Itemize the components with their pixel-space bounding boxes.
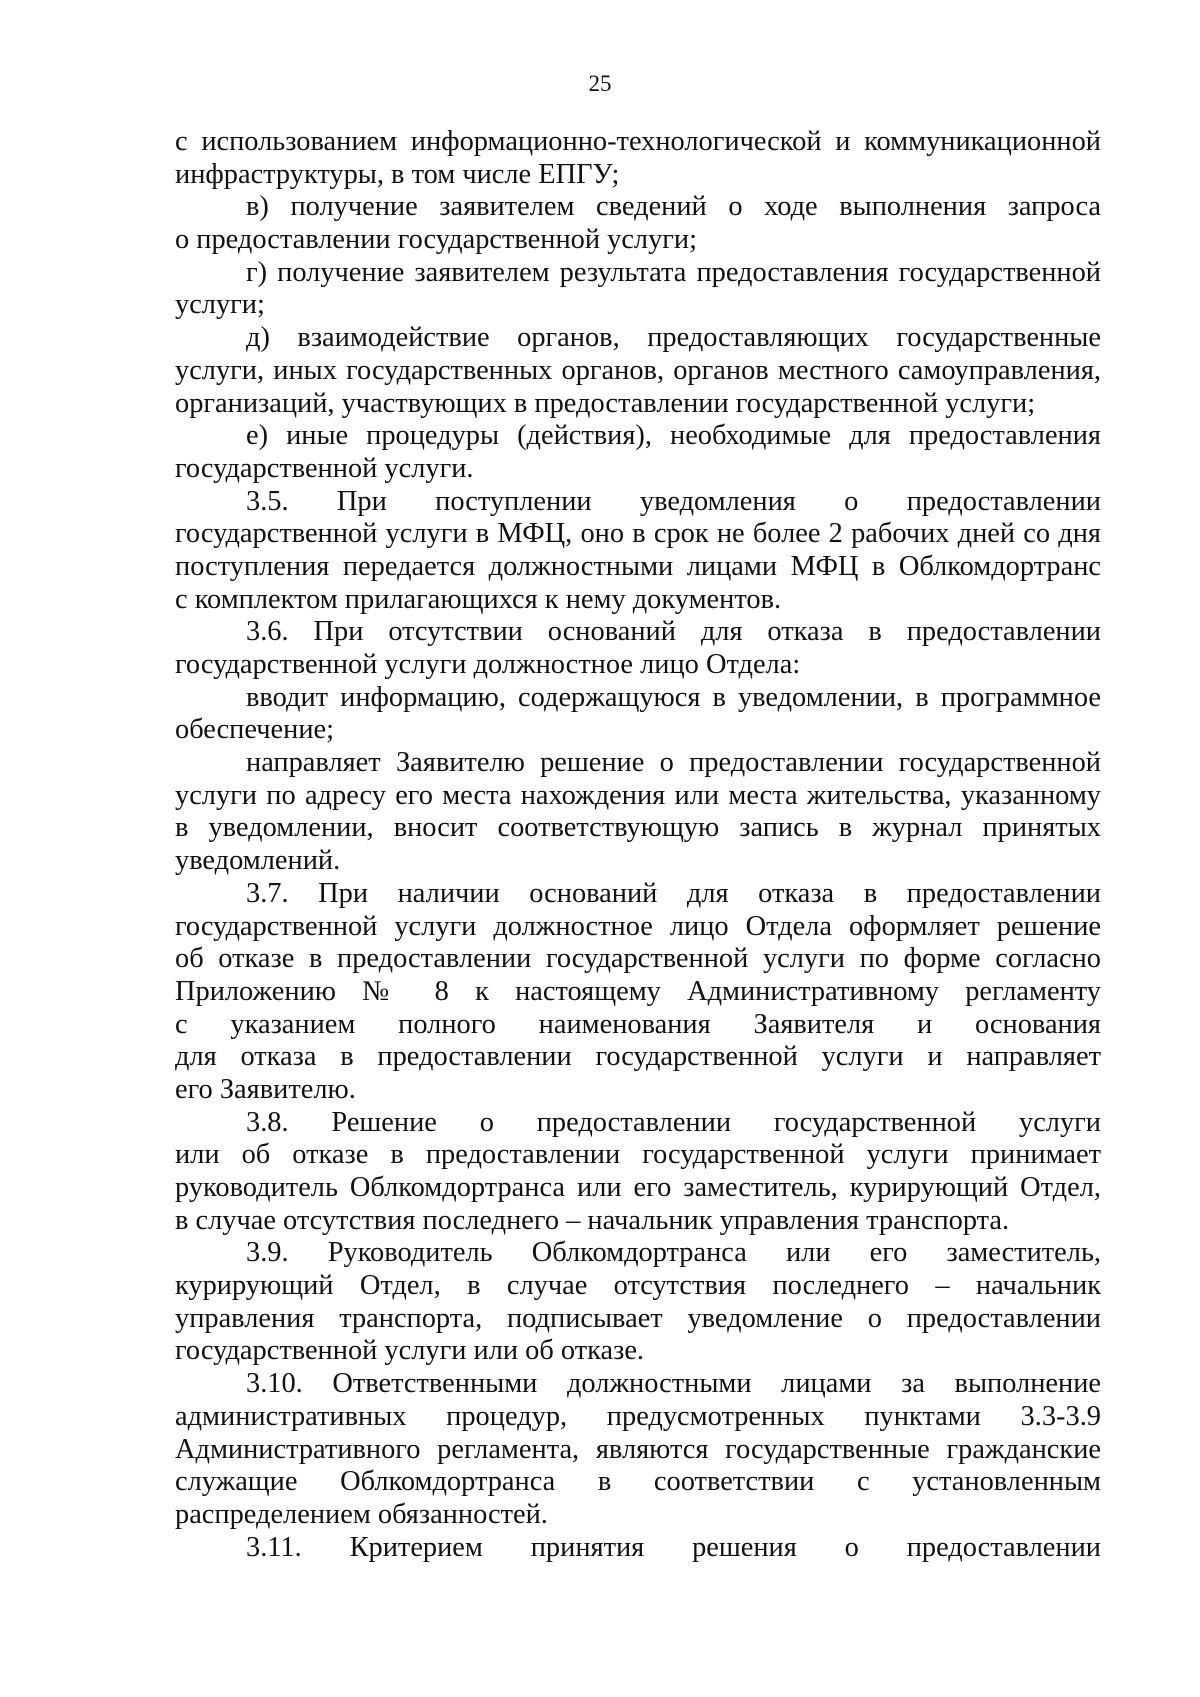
paragraph	[175, 257, 1101, 322]
text-line: обеспечение;	[175, 714, 335, 746]
text-line: услуги, иных государственных органов, органов местного самоуправления,	[175, 354, 1101, 386]
paragraph	[175, 126, 1101, 191]
text-line: в случае отсутствия последнего – начальник управления транспорта.	[175, 1204, 1010, 1236]
text-line: руководитель Облкомдортранса или его заместитель, курирующий Отдел,	[175, 1172, 1101, 1203]
text-line: государственной услуги или об отказе.	[175, 1335, 645, 1367]
text-line: 3.10. Ответственными должностными лицами за выполнение	[246, 1368, 1101, 1400]
text-line: услуги;	[175, 289, 265, 321]
text-line: инфраструктуры, в том числе ЕПГУ;	[175, 158, 620, 190]
paragraph-3-8	[175, 1107, 1101, 1238]
text-line: услуги по адресу его места нахождения или места жительства, указанному	[175, 779, 1101, 811]
text-line: 3.8. Решение о предоставлении государственной услуги	[246, 1106, 1101, 1138]
text-line: государственной услуги должностное лицо Отдела оформляет решение	[175, 910, 1101, 942]
text-line: с использованием информационно-технологической и коммуникационной	[175, 126, 1101, 157]
text-line: государственной услуги должностное лицо Отдела:	[175, 649, 801, 680]
text-line: для отказа в предоставлении государственной услуги и направляет	[175, 1041, 1101, 1073]
paragraph	[175, 420, 1101, 485]
text-line: 3.9. Руководитель Облкомдортранса или его заместитель,	[246, 1237, 1101, 1269]
paragraph	[175, 747, 1101, 878]
text-line: административных процедур, предусмотренных пунктами 3.3-3.9	[175, 1400, 1101, 1432]
text-line: 3.6. При отсутствии оснований для отказа в предоставлении	[246, 616, 1101, 648]
text-line: служащие Облкомдортранса в соответствии с установленным	[175, 1466, 1101, 1498]
text-line: 3.7. При наличии оснований для отказа в предоставлении	[246, 877, 1101, 909]
paragraph-3-5	[175, 486, 1101, 617]
text-line: государственной услуги в МФЦ, оно в срок не более 2 рабочих дней со дня	[175, 518, 1101, 550]
text-line: г) получение заявителем результата предоставления государственной	[246, 256, 1101, 288]
text-line: 3.5. При поступлении уведомления о предоставлении	[246, 485, 1101, 517]
text-line: распределением обязанностей.	[175, 1498, 548, 1530]
text-line: о предоставлении государственной услуги;	[175, 224, 698, 256]
text-line: д) взаимодействие органов, предоставляющих государственные	[246, 322, 1101, 354]
text-line: е) иные процедуры (действия), необходимые для предоставления	[246, 420, 1101, 452]
text-line: его Заявителю.	[175, 1073, 356, 1105]
text-line: вводит информацию, содержащуюся в уведомлении, в программное	[246, 681, 1101, 713]
text-line: в уведомлении, вносит соответствующую запись в журнал принятых	[175, 812, 1101, 844]
text-line: Административного регламента, являются государственные гражданские	[175, 1433, 1101, 1465]
paragraph	[175, 682, 1101, 747]
paragraph-3-6	[175, 616, 1101, 681]
document-body	[175, 126, 1101, 1564]
text-line: организаций, участвующих в предоставлении государственной услуги;	[175, 387, 1036, 419]
text-line: или об отказе в предоставлении государственной услуги принимает	[175, 1139, 1101, 1171]
paragraph	[175, 322, 1101, 420]
text-line: уведомлений.	[175, 845, 341, 877]
text-line: 3.11. Критерием принятия решения о предоставлении	[246, 1531, 1101, 1563]
paragraph-3-10	[175, 1368, 1101, 1531]
text-line: об отказе в предоставлении государственной услуги по форме согласно	[175, 943, 1101, 975]
text-line: курирующий Отдел, в случае отсутствия последнего – начальник	[175, 1270, 1101, 1302]
text-line: с указанием полного наименования Заявителя и основания	[175, 1008, 1101, 1040]
text-line: в) получение заявителем сведений о ходе выполнения запроса	[246, 191, 1101, 223]
text-line: с комплектом прилагающихся к нему документов.	[175, 583, 782, 615]
paragraph-3-11	[175, 1532, 1101, 1565]
text-line: управления транспорта, подписывает уведомление о предоставлении	[175, 1302, 1101, 1334]
text-line: Приложению № 8 к настоящему Административному регламенту	[175, 975, 1101, 1007]
text-line: поступления передается должностными лицами МФЦ в Облкомдортранс	[175, 550, 1101, 582]
paragraph	[175, 191, 1101, 256]
paragraph-3-9	[175, 1237, 1101, 1368]
paragraph-3-7	[175, 878, 1101, 1107]
text-line: направляет Заявителю решение о предоставлении государственной	[246, 747, 1101, 779]
text-line: государственной услуги.	[175, 452, 474, 484]
page-number: 25	[588, 71, 612, 96]
